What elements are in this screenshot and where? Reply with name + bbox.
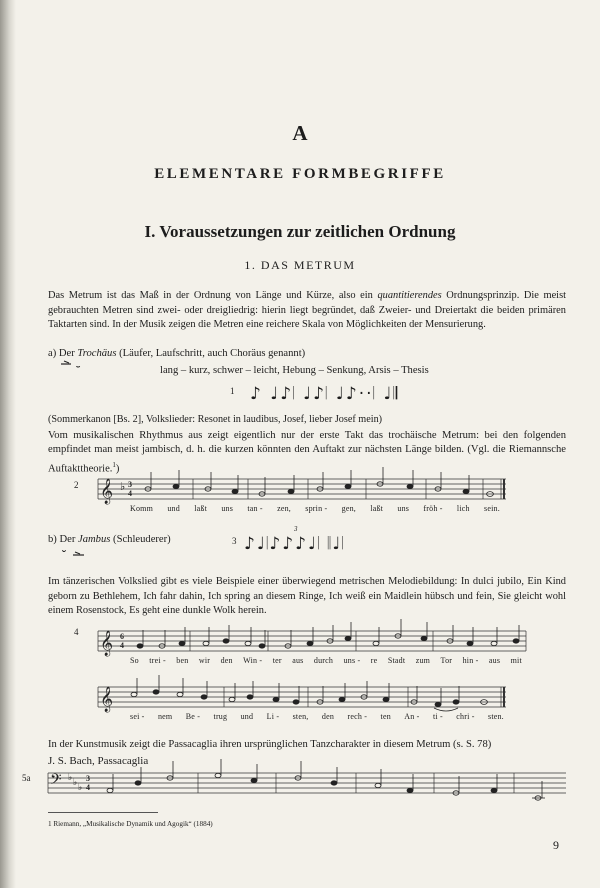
lyric: sprin - bbox=[305, 504, 328, 513]
page-number: 9 bbox=[553, 838, 559, 852]
art-music-paragraph: In der Kunstmusik zeigt die Passacaglia ihren ursprünglichen Tanzcharakter in diesem Metrum (s. S. 78) bbox=[48, 739, 492, 750]
trochee-label-start: a) Der bbox=[48, 348, 78, 359]
svg-text:4: 4 bbox=[120, 641, 124, 650]
lyric: aus bbox=[488, 656, 501, 665]
example-3-number: 3 bbox=[232, 536, 237, 546]
lyric: uns bbox=[397, 504, 410, 513]
trochee-paragraph-text: Vom musikalischen Rhythmus aus zeigt eigentlich nur der erste Takt das trochäische Metrum: bei den folgenden empfindet man meist jambisch, d. h. die kurzen könnten den Auftakt zur nächsten Länge bilden. (Vgl. die Riemannsche Auftakttheorie. bbox=[48, 430, 566, 475]
chapter-letter: A bbox=[292, 121, 308, 145]
lyric: lich bbox=[456, 504, 470, 513]
lyric: uns bbox=[221, 504, 234, 513]
svg-text:𝄢: 𝄢 bbox=[50, 771, 62, 792]
lyric: Li - bbox=[266, 712, 280, 721]
iamb-label bbox=[48, 534, 171, 545]
svg-text:♭: ♭ bbox=[68, 772, 73, 782]
footnote: 1 Riemann, „Musikalische Dynamik und Agogik“ (1884) bbox=[48, 820, 213, 828]
lyric: ter bbox=[272, 656, 282, 665]
intro-italic: quantitierendes bbox=[377, 290, 442, 301]
lyric: Tor bbox=[440, 656, 453, 665]
lyric: und bbox=[167, 504, 180, 513]
lyric: aus bbox=[292, 656, 304, 665]
iamb-short-symbol: ⏑ bbox=[62, 544, 66, 558]
triplet-marker: 3 bbox=[294, 525, 298, 533]
example-1-number: 1 bbox=[230, 386, 235, 396]
svg-text:♭: ♭ bbox=[73, 777, 78, 787]
lyric: Be - bbox=[185, 712, 201, 721]
lyric: durch bbox=[313, 656, 334, 665]
lyric: So bbox=[130, 656, 139, 665]
lyric: wir bbox=[198, 656, 211, 665]
lyric: zum bbox=[415, 656, 431, 665]
lyric: laßt bbox=[194, 504, 208, 513]
svg-text:6: 6 bbox=[120, 632, 124, 641]
svg-text:𝄞: 𝄞 bbox=[100, 479, 114, 504]
sub-heading: I. Voraussetzungen zur zeitlichen Ordnung bbox=[144, 222, 456, 241]
iamb-name: Jambus bbox=[78, 534, 111, 545]
footnote-reference: 1 bbox=[112, 460, 116, 469]
section-heading: 1. DAS METRUM bbox=[244, 258, 356, 272]
lyric: ben bbox=[176, 656, 189, 665]
lyric: sten. bbox=[488, 712, 504, 721]
lyric: ti - bbox=[432, 712, 443, 721]
lyric: hin - bbox=[462, 656, 479, 665]
short-symbol: ⏑ bbox=[76, 359, 81, 374]
example-5a-number: 5a bbox=[22, 773, 31, 783]
lyric: mit bbox=[510, 656, 522, 665]
lyric: laßt bbox=[370, 504, 384, 513]
intro-text-2: Ordnungsprinzip. Die meist gebrauchten Metren sind zwei- oder dreigliedrig: hierin liegt begründet, daß Zweier- und Dreiertakt die beiden primären Taktarten sind. In der Musik zeigen die Metren eine reichere Skala von Möglichkeiten der Mensurierung. bbox=[48, 290, 566, 330]
trochee-note: (Sommerkanon [Bs. 2], Volkslieder: Resonet in laudibus, Josef, lieber Josef mein) bbox=[48, 414, 383, 425]
iamb-long-symbol bbox=[72, 551, 86, 557]
lyric: uns - bbox=[343, 656, 361, 665]
main-heading: ELEMENTARE FORMBEGRIFFE bbox=[154, 166, 446, 182]
footnote-rule bbox=[48, 812, 158, 813]
lyric: trei - bbox=[149, 656, 166, 665]
lyric: gen, bbox=[341, 504, 357, 513]
svg-text:4: 4 bbox=[86, 783, 90, 792]
svg-text:♭: ♭ bbox=[78, 782, 83, 792]
lyric: Stadt bbox=[387, 656, 406, 665]
example-4-staff-2 bbox=[98, 686, 508, 712]
svg-text:♭: ♭ bbox=[120, 481, 126, 493]
lyric: zen, bbox=[277, 504, 291, 513]
lyric: sten, bbox=[292, 712, 309, 721]
trochee-description: lang – kurz, schwer – leicht, Hebung – Senkung, Arsis – Thesis bbox=[160, 365, 429, 376]
svg-text:4: 4 bbox=[128, 489, 132, 498]
lyric: chri - bbox=[456, 712, 475, 721]
trochee-label bbox=[48, 348, 305, 359]
lyric: Win - bbox=[243, 656, 263, 665]
example-4-number: 4 bbox=[74, 627, 79, 637]
intro-text-1: Das Metrum ist das Maß in der Ordnung von Länge und Kürze, also ein bbox=[48, 290, 378, 301]
svg-text:3: 3 bbox=[86, 774, 90, 783]
example-2-number: 2 bbox=[74, 480, 79, 490]
lyric: trug bbox=[213, 712, 228, 721]
svg-text:3: 3 bbox=[128, 480, 132, 489]
folk-song-paragraph: Im tänzerischen Volkslied gibt es viele Beispiele einer überwiegend metrischen Melodiebildung: In dulci jubilo, Ein Kind geborn zu Bethlehem, Ich fahr dahin, Ich spring an diesem Ringe, Ich weiß ein Maidlein hübsch und fein, Sie gleicht wohl einem Rosenstock, Es geht eine dunkle Wolk herein. bbox=[48, 576, 566, 616]
lyric: den bbox=[321, 712, 335, 721]
lyric: und bbox=[240, 712, 254, 721]
example-4-lyrics-1 bbox=[130, 656, 522, 665]
lyric: den bbox=[220, 656, 233, 665]
lyric: An - bbox=[404, 712, 420, 721]
svg-text:𝄞: 𝄞 bbox=[100, 687, 114, 712]
lyric: tan - bbox=[247, 504, 263, 513]
lyric: nem bbox=[157, 712, 173, 721]
lyric: sein. bbox=[484, 504, 500, 513]
intro-paragraph bbox=[48, 289, 566, 333]
example-2-lyrics bbox=[130, 504, 500, 513]
lyric: Komm bbox=[130, 504, 154, 513]
example-3-rhythm: ♪♩𝄀♪♪♪♩𝄀 𝄁♩𝄀 bbox=[244, 534, 345, 554]
iamb-label-start: b) Der bbox=[48, 534, 79, 545]
trochee-paragraph-end: ) bbox=[115, 463, 120, 475]
iamb-label-end: (Schleuderer) bbox=[110, 534, 171, 545]
trochee-name: Trochäus bbox=[77, 348, 117, 359]
example-4-lyrics-2 bbox=[130, 712, 504, 721]
lyric: re bbox=[370, 656, 378, 665]
example-1-rhythm: ♪ ♩♪𝄀 ♩♪𝄀 ♩♪··𝄀 ♩𝄂 bbox=[250, 384, 400, 404]
lyric: ten bbox=[380, 712, 391, 721]
lyric: sei - bbox=[130, 712, 145, 721]
example-2-staff bbox=[98, 478, 508, 504]
lyric: fröh - bbox=[423, 504, 443, 513]
trochee-label-end: (Läufer, Laufschritt, auch Choräus genannt) bbox=[116, 348, 306, 359]
bach-label: J. S. Bach, Passacaglia bbox=[48, 755, 149, 767]
example-4-staff-1 bbox=[98, 630, 528, 656]
lyric: rech - bbox=[347, 712, 368, 721]
example-5a-staff bbox=[48, 772, 568, 806]
svg-text:𝄞: 𝄞 bbox=[100, 631, 114, 656]
trochee-paragraph bbox=[48, 429, 566, 477]
